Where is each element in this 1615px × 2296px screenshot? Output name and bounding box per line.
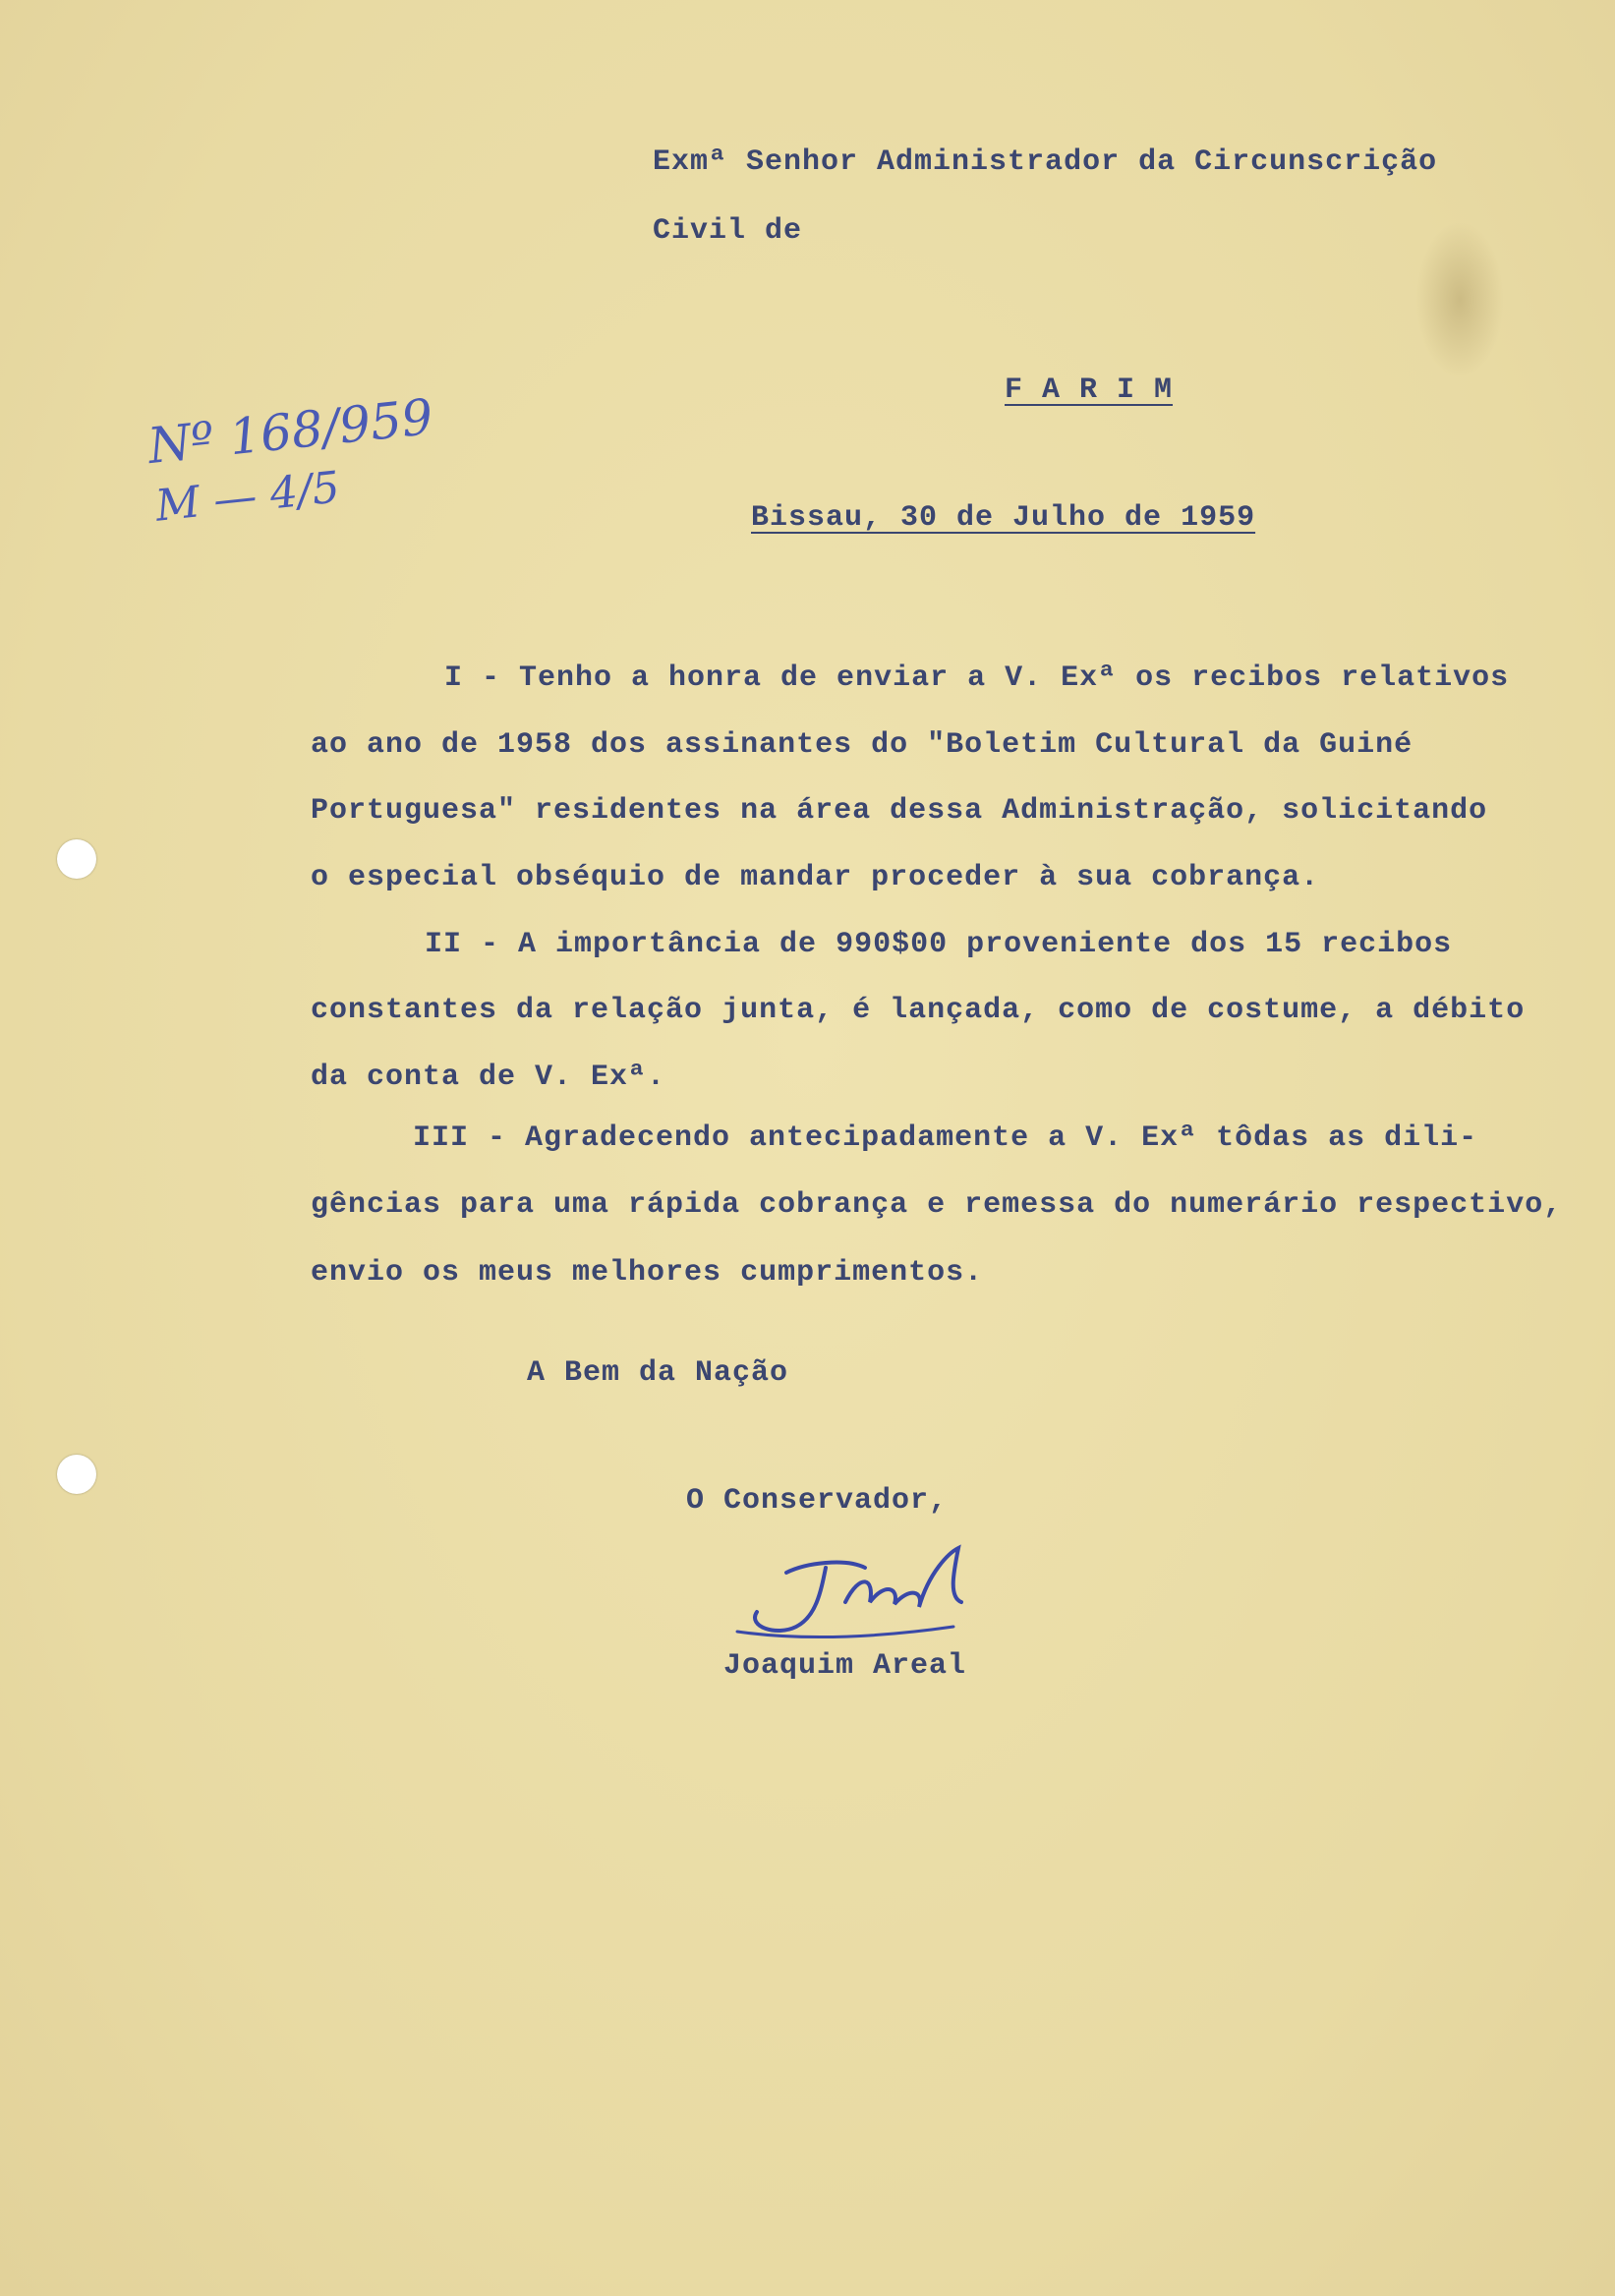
paragraph-3-line-1: III - Agradecendo antecipadamente a V. Exª tôdas as dili- (413, 1121, 1478, 1155)
addressee-line-1: Exmª Senhor Administrador da Circunscrição (653, 145, 1438, 179)
paragraph-1-line-2: ao ano de 1958 dos assinantes do "Boletim Cultural da Guiné (311, 728, 1413, 762)
paragraph-1-line-3: Portuguesa" residentes na área dessa Administração, solicitando (311, 794, 1488, 828)
paragraph-3-line-3: envio os meus melhores cumprimentos. (311, 1256, 984, 1290)
paragraph-2-line-3: da conta de V. Exª. (311, 1061, 666, 1094)
addressee-line-2: Civil de (653, 214, 803, 248)
handwritten-ref-line-2: M — 4/5 (152, 462, 342, 532)
punch-hole-bottom (57, 1455, 96, 1494)
signatory-name: Joaquim Areal (723, 1649, 967, 1683)
paper-stain (1415, 221, 1504, 378)
signature-icon (727, 1533, 1003, 1651)
closing-title: O Conservador, (686, 1484, 949, 1518)
paragraph-3-line-2: gências para uma rápida cobrança e remessa do numerário respectivo, (311, 1188, 1563, 1222)
addressee-place: F A R I M (1005, 373, 1174, 407)
date-line: Bissau, 30 de Julho de 1959 (751, 501, 1256, 535)
paragraph-2-line-2: constantes da relação junta, é lançada, como de costume, a débito (311, 994, 1526, 1027)
punch-hole-top (57, 839, 96, 879)
handwritten-ref-line-1: Nº 168/959 (144, 387, 436, 476)
closing-salutation: A Bem da Nação (527, 1356, 789, 1390)
paragraph-2-line-1: II - A importância de 990$00 proveniente dos 15 recibos (425, 928, 1453, 961)
paragraph-1-line-1: I - Tenho a honra de enviar a V. Exª os recibos relativos (444, 661, 1510, 695)
paragraph-1-line-4: o especial obséquio de mandar proceder à sua cobrança. (311, 861, 1320, 894)
